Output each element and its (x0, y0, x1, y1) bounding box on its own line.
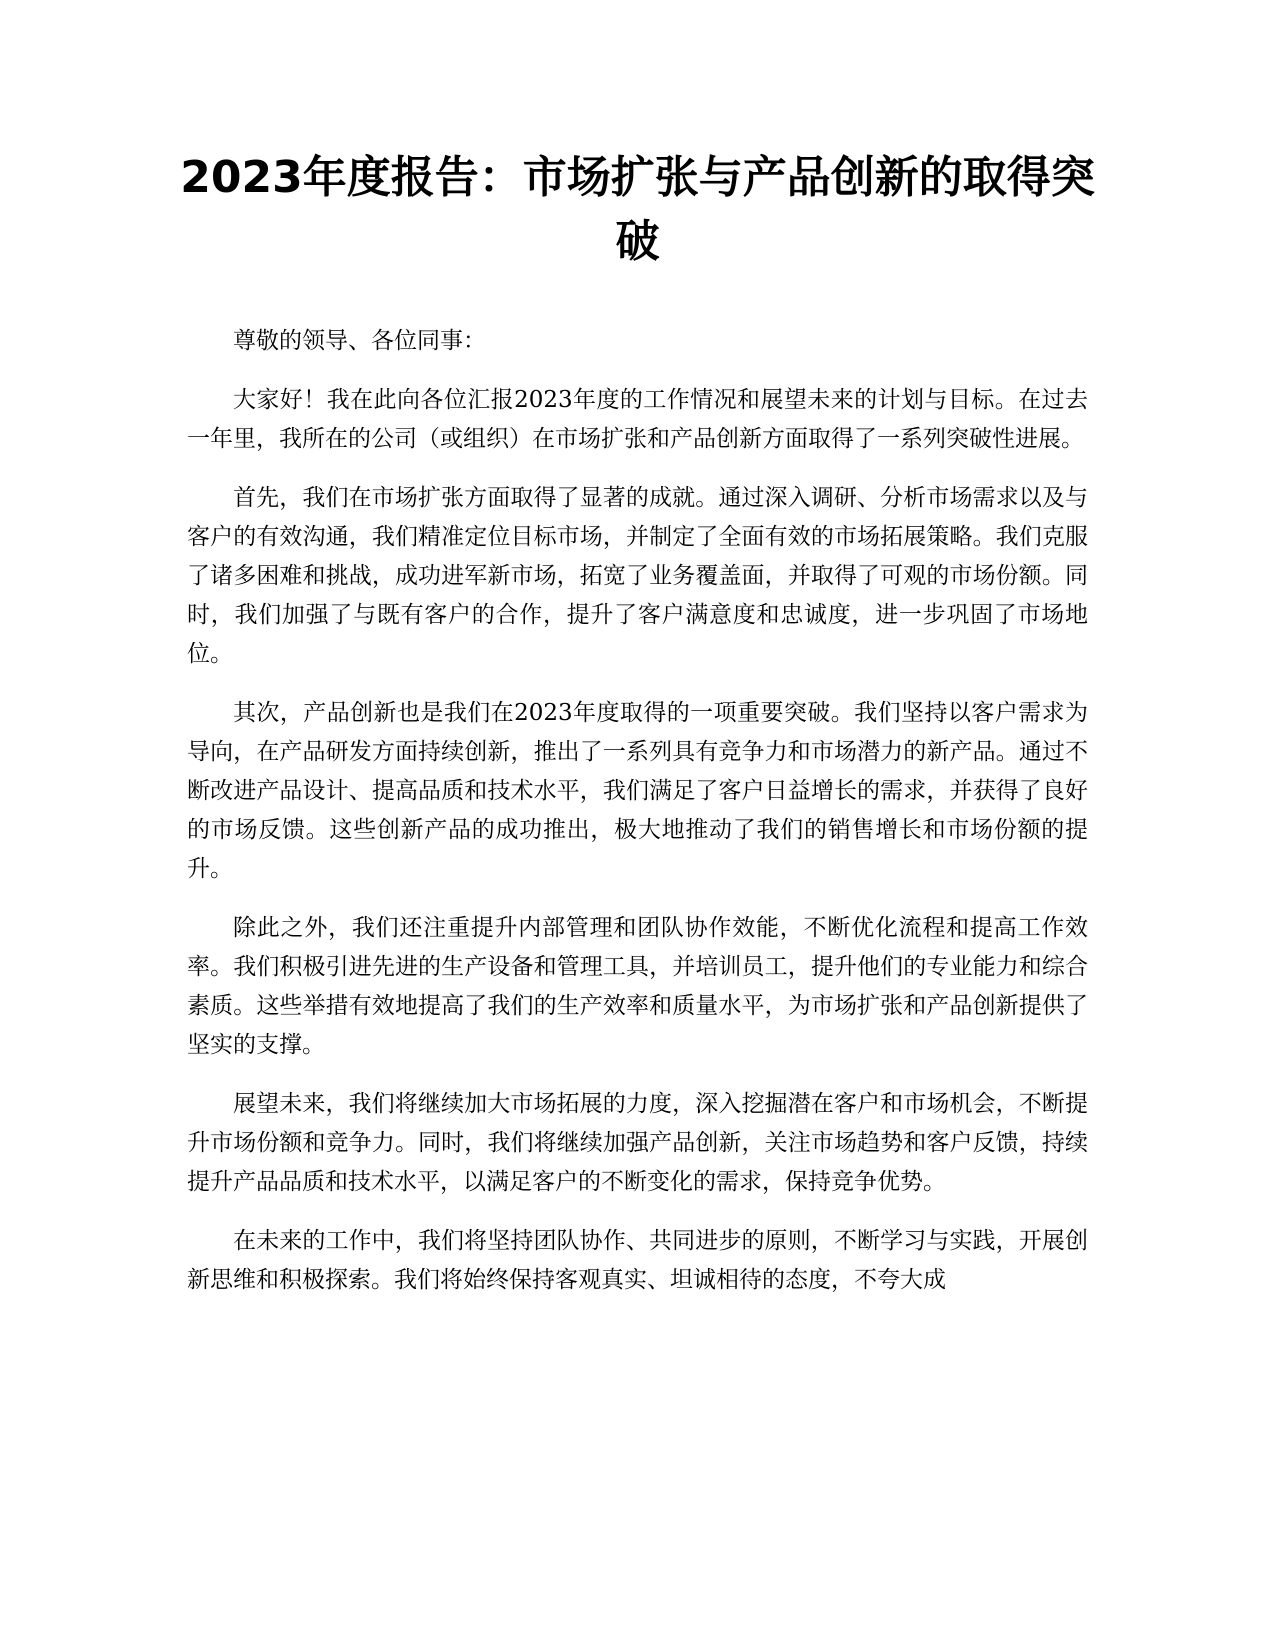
paragraph-outlook: 展望未来，我们将继续加大市场拓展的力度，深入挖掘潜在客户和市场机会，不断提升市场份额和竞争力。同时，我们将继续加强产品创新，关注市场趋势和客户反馈，持续提升产品品质和技术水平，以满足客户的不断变化的需求，保持竞争优势。 (187, 1091, 1088, 1195)
salutation: 尊敬的领导、各位同事： (233, 328, 486, 354)
document-body (187, 322, 1088, 1320)
paragraph-market-expansion: 首先，我们在市场扩张方面取得了显著的成就。通过深入调研、分析市场需求以及与客户的有效沟通，我们精准定位目标市场，并制定了全面有效的市场拓展策略。我们克服了诸多困难和挑战，成功进军新市场，拓宽了业务覆盖面，并取得了可观的市场份额。同时，我们加强了与既有客户的合作，提升了客户满意度和忠诚度，进一步巩固了市场地位。 (187, 485, 1088, 667)
paragraph-internal-management: 除此之外，我们还注重提升内部管理和团队协作效能，不断优化流程和提高工作效率。我们积极引进先进的生产设备和管理工具，并培训员工，提升他们的专业能力和综合素质。这些举措有效地提高了我们的生产效率和质量水平，为市场扩张和产品创新提供了坚实的支撑。 (187, 915, 1088, 1058)
paragraph-future-work: 在未来的工作中，我们将坚持团队协作、共同进步的原则，不断学习与实践，开展创新思维和积极探索。我们将始终保持客观真实、坦诚相待的态度，不夸大成 (187, 1228, 1088, 1293)
paragraph-product-innovation: 其次，产品创新也是我们在2023年度取得的一项重要突破。我们坚持以客户需求为导向，在产品研发方面持续创新，推出了一系列具有竞争力和市场潜力的新产品。通过不断改进产品设计、提高品质和技术水平，我们满足了客户日益增长的需求，并获得了良好的市场反馈。这些创新产品的成功推出，极大地推动了我们的销售增长和市场份额的提升。 (187, 700, 1088, 882)
document-title: 2023年度报告：市场扩张与产品创新的取得突破 (180, 152, 1095, 267)
paragraph-greeting: 大家好！我在此向各位汇报2023年度的工作情况和展望未来的计划与目标。在过去一年里，我所在的公司（或组织）在市场扩张和产品创新方面取得了一系列突破性进展。 (187, 387, 1088, 452)
